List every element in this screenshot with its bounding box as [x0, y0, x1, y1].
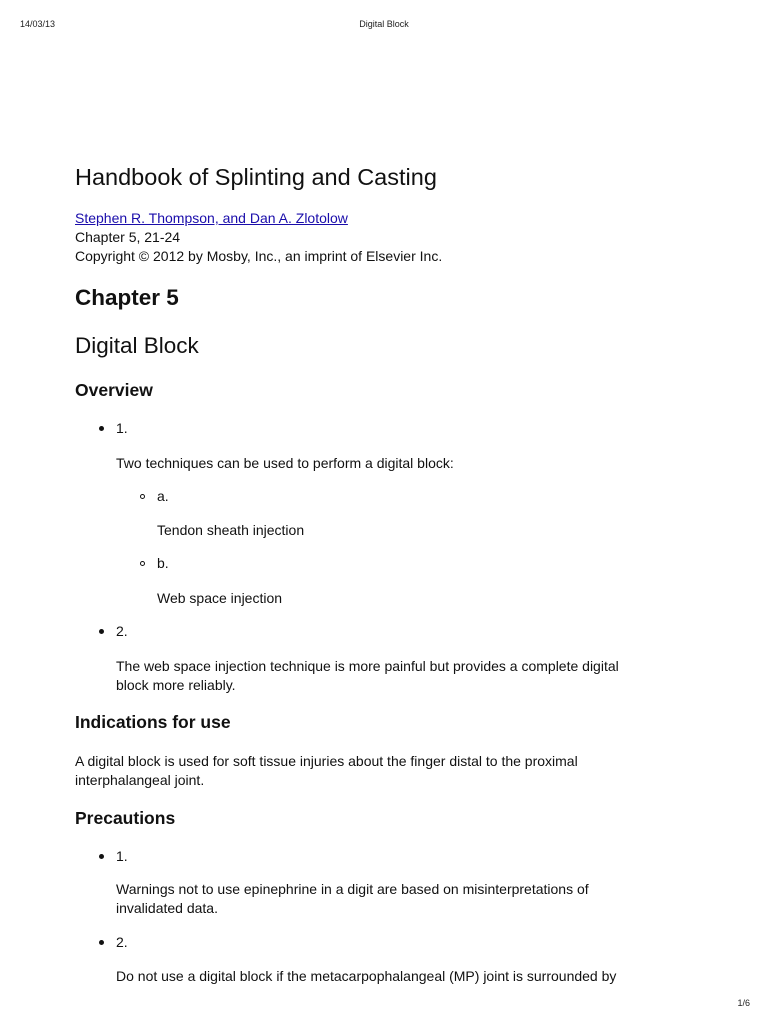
- sublist-item-label: b.: [157, 555, 169, 571]
- list-item-number: 1.: [116, 420, 128, 436]
- sublist-item-text: Web space injection: [157, 590, 283, 606]
- list-item-text: Two techniques can be used to perform a digital block:: [116, 455, 454, 471]
- authors-link[interactable]: Stephen R. Thompson, and Dan A. Zlotolow: [75, 210, 348, 226]
- paragraph-text: interphalangeal joint.: [75, 772, 205, 788]
- bullet-icon: [99, 426, 104, 431]
- bullet-icon: [99, 629, 104, 634]
- chapter-reference: Chapter 5, 21-24: [75, 229, 181, 245]
- list-item-number: 2.: [116, 934, 128, 950]
- chapter-title: Digital Block: [75, 333, 199, 358]
- book-title: Handbook of Splinting and Casting: [75, 164, 437, 190]
- chapter-heading: Chapter 5: [75, 285, 179, 310]
- precautions-heading: Precautions: [75, 808, 176, 828]
- paragraph-text: A digital block is used for soft tissue injuries about the finger distal to the proximal: [75, 753, 578, 769]
- print-date: 14/03/13: [20, 19, 56, 29]
- list-item-text: Do not use a digital block if the metacarpophalangeal (MP) joint is surrounded by: [116, 968, 617, 984]
- page-number: 1/6: [737, 998, 750, 1008]
- bullet-icon: [99, 940, 104, 945]
- sublist-item-label: a.: [157, 488, 169, 504]
- list-item-number: 2.: [116, 623, 128, 639]
- book-meta: [75, 209, 442, 266]
- indications-heading: Indications for use: [75, 712, 231, 732]
- list-item-text: invalidated data.: [116, 900, 218, 916]
- circle-bullet-icon: [140, 494, 145, 499]
- list-item-text: The web space injection technique is more painful but provides a complete digital: [116, 658, 619, 674]
- list-item-text: Warnings not to use epinephrine in a digit are based on misinterpretations of: [116, 881, 589, 897]
- overview-heading: Overview: [75, 380, 153, 400]
- circle-bullet-icon: [140, 561, 145, 566]
- copyright-line: Copyright © 2012 by Mosby, Inc., an imprint of Elsevier Inc.: [75, 248, 443, 264]
- list-item-number: 1.: [116, 848, 128, 864]
- list-item-text: block more reliably.: [116, 677, 236, 693]
- print-header-title: Digital Block: [359, 19, 409, 29]
- bullet-icon: [99, 854, 104, 859]
- sublist-item-text: Tendon sheath injection: [157, 522, 305, 538]
